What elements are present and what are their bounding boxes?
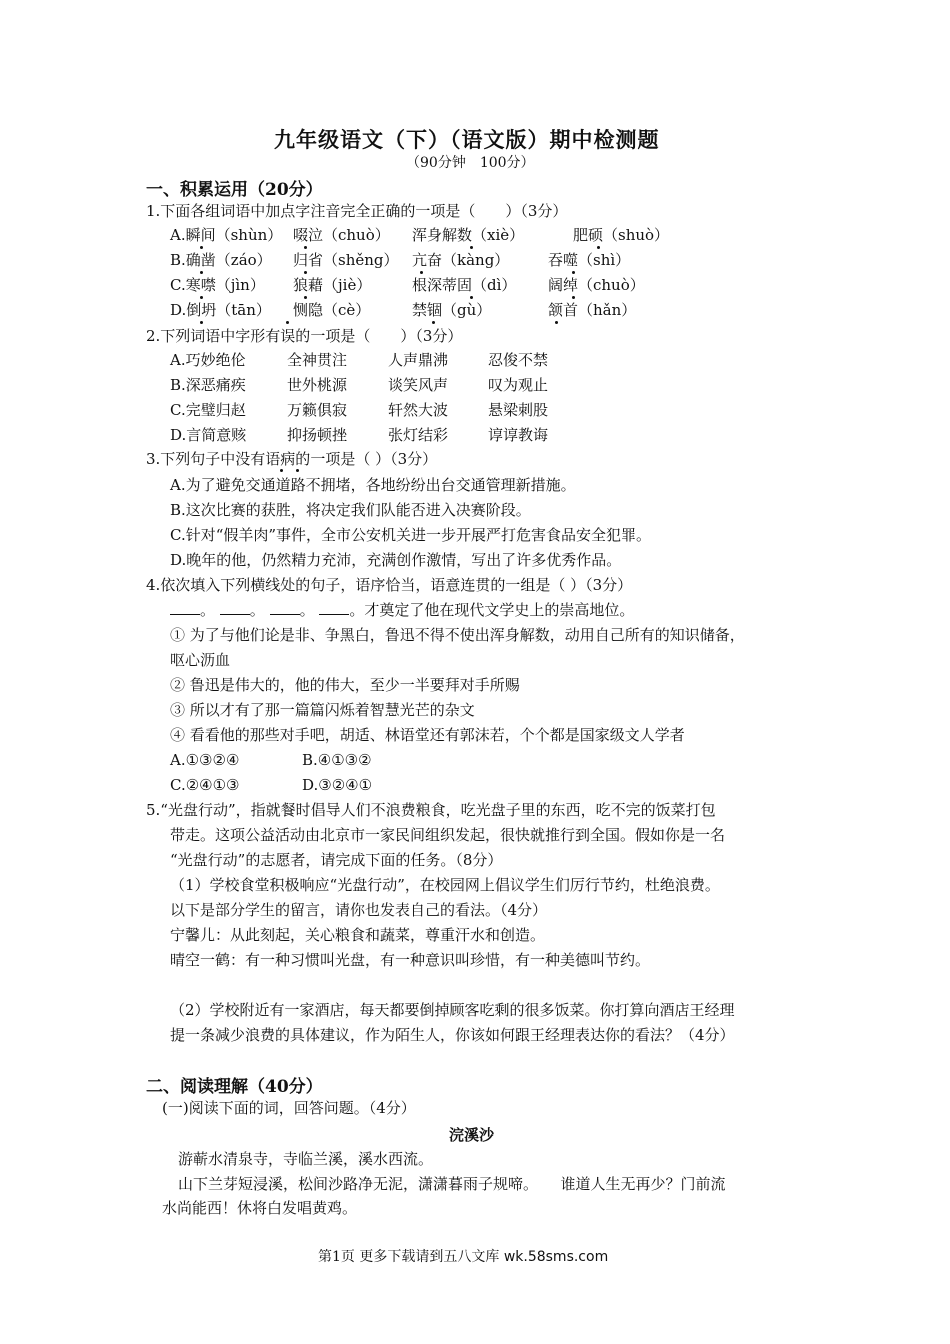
- section-heading-2: 二、阅读理解（40分）: [146, 1077, 323, 1097]
- emphasis-dot: [200, 321, 203, 324]
- emphasis-dot: [420, 271, 423, 274]
- question-5-line: 带走。这项公益活动由北京市一家民间组织发起，很快就推行到全国。假如你是一名: [170, 826, 726, 844]
- q4-item-2: ② 鲁迅是伟大的，他的伟大，至少一半要拜对手所赐: [170, 676, 520, 694]
- question-5-line: （2）学校附近有一家酒店，每天都要倒掉顾客吃剩的很多饭菜。你打算向酒店王经理: [170, 1001, 735, 1019]
- reading-intro: (一)阅读下面的词，回答问题。（4分）: [162, 1099, 416, 1117]
- question-1-stem: 1.下面各组词语中加点字注音完全正确的一项是（ ）（3分）: [146, 202, 568, 220]
- answer-blank[interactable]: [220, 600, 250, 615]
- student-comment-1: 宁馨儿：从此刻起，关心粮食和蔬菜，尊重汗水和创造。: [170, 926, 546, 944]
- q4-option-a: A.①③②④: [170, 751, 240, 769]
- emphasis-dot: [304, 271, 307, 274]
- page-subtitle: （90分钟 100分）: [406, 155, 535, 171]
- question-4-stem: 4.依次填入下列横线处的句子，语序恰当，语意连贯的一组是（ ）（3分）: [146, 576, 633, 594]
- question-5-line: 提一条减少浪费的具体建议，作为陌生人，你该如何跟王经理表达你的看法？（4分）: [170, 1026, 735, 1044]
- emphasis-dot: [432, 321, 435, 324]
- page-footer: [318, 1246, 608, 1266]
- q2-option-b: B.深恶痛疾 世外桃源 谈笑风声 叹为观止: [170, 376, 549, 394]
- emphasis-dot: [304, 246, 307, 249]
- emphasis-dot: [200, 296, 203, 299]
- question-5-line: 以下是部分学生的留言，请你也发表自己的看法。（4分）: [170, 901, 548, 919]
- q1-option-d: D.倒坍（tān） 恻隐（cè） 禁锢（gù） 颔首（hǎn）: [170, 301, 637, 319]
- emphasis-dot: [280, 469, 283, 472]
- q4-item-1: ① 为了与他们论是非、争黑白，鲁迅不得不使出浑身解数，动用自己所有的知识储备，: [170, 626, 745, 644]
- q4-item-4: ④ 看看他的那些对手吧，胡适、林语堂还有郭沫若，个个都是国家级文人学者: [170, 726, 685, 744]
- q3-option-c: C.针对“假羊肉”事件，全市公安机关进一步开展严打危害食品安全犯罪。: [170, 526, 652, 544]
- q2-option-d: D.言简意赅 抑扬顿挫 张灯结彩 谆谆教诲: [170, 426, 549, 444]
- emphasis-dot: [470, 246, 473, 249]
- emphasis-dot: [572, 271, 575, 274]
- q3-option-b: B.这次比赛的获胜，将决定我们队能否进入决赛阶段。: [170, 501, 531, 519]
- emphasis-dot: [304, 296, 307, 299]
- q3-option-d: D.晚年的他，仍然精力充沛，充满创作激情，写出了许多优秀作品。: [170, 551, 622, 569]
- emphasis-dot: [200, 271, 203, 274]
- q1-option-a: A.瞬间（shùn） 啜泣（chuò） 浑身解数（xiè） 肥硕（shuò）: [170, 226, 670, 244]
- footer-site-link[interactable]: wk.58sms.com: [503, 1249, 609, 1265]
- emphasis-dot: [296, 469, 299, 472]
- answer-blank[interactable]: [270, 600, 300, 615]
- question-3-stem: 3.下列句子中没有语病的一项是（ ）（3分）: [146, 450, 438, 468]
- q3-option-a: A.为了避免交通道路不拥堵，各地纷纷出台交通管理新措施。: [170, 476, 576, 494]
- q4-option-b: B.④①③②: [302, 751, 372, 769]
- q2-option-c: C.完璧归赵 万籁俱寂 轩然大波 悬梁刺股: [170, 401, 549, 419]
- q4-item-3: ③ 所以才有了那一篇篇闪烁着智慧光芒的杂文: [170, 701, 475, 719]
- emphasis-dot: [555, 321, 558, 324]
- q4-fill-line: 。 。 。 。才奠定了他在现代文学史上的崇高地位。: [170, 600, 634, 620]
- footer-text: 第1页 更多下载请到五八文库: [318, 1249, 500, 1265]
- page-title: 九年级语文（下）（语文版）期中检测题: [274, 127, 660, 152]
- poem-line: 游蕲水清泉寺，寺临兰溪，溪水西流。: [178, 1150, 434, 1168]
- question-2-stem: 2.下列词语中字形有误的一项是（ ）（3分）: [146, 327, 463, 345]
- emphasis-dot: [572, 296, 575, 299]
- emphasis-dot: [597, 246, 600, 249]
- q4-option-c: C.②④①③: [170, 776, 240, 794]
- question-5-line: （1）学校食堂积极响应“光盘行动”，在校园网上倡议学生们厉行节约，杜绝浪费。: [170, 876, 720, 894]
- student-comment-2: 晴空一鹤：有一种习惯叫光盘，有一种意识叫珍惜，有一种美德叫节约。: [170, 951, 651, 969]
- question-5-line: “光盘行动”的志愿者，请完成下面的任务。（8分）: [170, 851, 503, 869]
- q4-option-d: D.③②④①: [302, 776, 373, 794]
- answer-blank[interactable]: [319, 600, 349, 615]
- question-5-line: 5.“光盘行动”，指就餐时倡导人们不浪费粮食，吃光盘子里的东西，吃不完的饭菜打包: [146, 801, 716, 819]
- q4-item-1-cont: 呕心沥血: [170, 651, 231, 669]
- answer-blank[interactable]: [170, 600, 200, 615]
- poem-line: 水尚能西！休将白发唱黄鸡。: [162, 1199, 358, 1217]
- section-heading-1: 一、积累运用（20分）: [146, 180, 323, 200]
- q1-option-b: B.确凿（záo） 归省（shěng） 亢奋（kàng） 吞噬（shì）: [170, 251, 631, 269]
- poem-title: 浣溪沙: [449, 1126, 495, 1144]
- q1-option-c: C.寒噤（jìn） 狼藉（jiè） 根深蒂固（dì） 阔绰（chuò）: [170, 276, 645, 294]
- q2-option-a: A.巧妙绝伦 全神贯注 人声鼎沸 忍俊不禁: [170, 351, 549, 369]
- emphasis-dot: [200, 246, 203, 249]
- emphasis-dot: [286, 321, 289, 324]
- poem-line: 山下兰芽短浸溪，松间沙路净无泥，潇潇暮雨子规啼。 谁道人生无再少？门前流: [178, 1175, 726, 1193]
- emphasis-dot: [470, 296, 473, 299]
